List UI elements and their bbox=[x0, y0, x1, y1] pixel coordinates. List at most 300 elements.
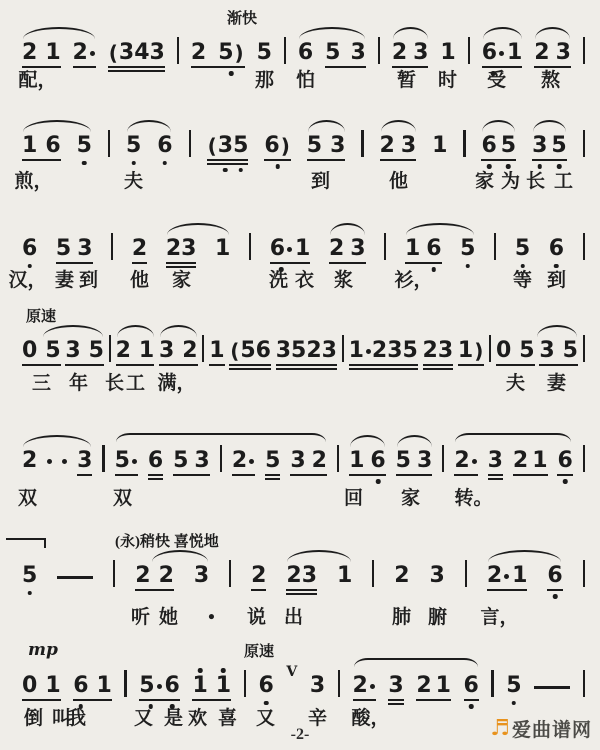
note-group bbox=[298, 42, 313, 64]
note-unit bbox=[488, 450, 503, 472]
barline bbox=[583, 445, 585, 472]
beam-underline bbox=[229, 368, 271, 370]
low-octave-dot bbox=[487, 164, 492, 169]
slur bbox=[393, 27, 428, 39]
note-unit bbox=[306, 340, 321, 362]
note-unit bbox=[264, 135, 290, 157]
beam-underline bbox=[232, 474, 255, 476]
note-unit bbox=[22, 42, 37, 64]
note-group bbox=[392, 42, 429, 64]
note-group bbox=[506, 675, 521, 697]
note-unit bbox=[302, 565, 317, 587]
note-number: 3 bbox=[301, 563, 318, 588]
note-unit bbox=[513, 450, 528, 472]
augmentation-dot bbox=[132, 459, 137, 464]
note-group bbox=[22, 450, 37, 472]
barline bbox=[583, 560, 585, 587]
system-line-4 bbox=[22, 309, 585, 394]
note-unit bbox=[256, 340, 271, 362]
beam-underline bbox=[73, 699, 112, 701]
augmentation-dot bbox=[90, 51, 95, 56]
barline bbox=[338, 670, 340, 697]
music-note-icon: ♬ bbox=[490, 715, 510, 741]
note-unit bbox=[310, 675, 325, 697]
lyric-syllable: 受 bbox=[486, 70, 507, 91]
note-number: 6 bbox=[258, 673, 274, 698]
slur bbox=[488, 550, 561, 562]
note-group bbox=[488, 450, 503, 472]
note-unit bbox=[458, 340, 484, 362]
lyric-syllable: 衫， bbox=[394, 270, 433, 291]
note-number: 2 bbox=[115, 338, 131, 363]
lyric-syllable: 家 bbox=[171, 270, 192, 291]
note-unit bbox=[506, 675, 521, 697]
note-unit bbox=[430, 565, 445, 587]
note-number: 3 bbox=[539, 338, 555, 363]
note-number: 5 bbox=[506, 673, 522, 698]
note-group bbox=[286, 565, 317, 587]
note-unit bbox=[417, 450, 432, 472]
note-number: 2 bbox=[251, 563, 267, 588]
lyrics-row bbox=[22, 607, 585, 633]
note-unit bbox=[353, 675, 376, 697]
beam-underline bbox=[464, 699, 479, 701]
barline bbox=[361, 130, 363, 157]
beam-underline bbox=[191, 66, 245, 68]
lyric-syllable: 她 bbox=[158, 607, 179, 628]
note-number: 2 bbox=[22, 40, 38, 65]
slur bbox=[455, 433, 571, 443]
note-unit bbox=[73, 42, 96, 64]
slur bbox=[167, 223, 229, 235]
note-number: 3 bbox=[350, 40, 366, 65]
note-number: 6 bbox=[157, 133, 173, 158]
note-number: 6 bbox=[297, 40, 314, 65]
tempo-mark: 原速 bbox=[26, 309, 57, 325]
note-unit bbox=[372, 340, 387, 362]
note-unit bbox=[56, 238, 71, 260]
note-group bbox=[191, 42, 245, 64]
note-number: 2 bbox=[72, 40, 88, 65]
note-number: 0 bbox=[22, 338, 38, 363]
note-number: 5 bbox=[514, 236, 531, 261]
lyric-syllable: 我 bbox=[66, 708, 87, 729]
lyrics-row bbox=[18, 70, 585, 96]
barline bbox=[583, 335, 585, 362]
note-number: 6 bbox=[147, 448, 164, 473]
note-number: 5 bbox=[114, 448, 130, 473]
note-unit bbox=[312, 450, 327, 472]
notes-row bbox=[22, 230, 585, 260]
note-group bbox=[458, 340, 484, 362]
note-number: 3 bbox=[413, 40, 429, 65]
note-unit bbox=[159, 340, 174, 362]
augmentation-dot bbox=[504, 574, 509, 579]
note-group bbox=[464, 675, 479, 697]
beam-underline bbox=[65, 364, 104, 366]
note-unit bbox=[532, 450, 547, 472]
note-number: 6 bbox=[164, 673, 180, 698]
beam-underline bbox=[487, 589, 528, 591]
note-unit bbox=[388, 675, 403, 697]
note-number: 5 bbox=[519, 338, 535, 363]
barline bbox=[465, 560, 467, 587]
low-octave-dot bbox=[27, 264, 32, 269]
note-unit bbox=[135, 565, 150, 587]
beam-underline bbox=[392, 66, 429, 68]
note-number: 6 bbox=[264, 133, 280, 158]
lyric-syllable: 煎， bbox=[14, 171, 53, 192]
slur bbox=[350, 435, 385, 447]
low-octave-dot bbox=[264, 701, 269, 706]
note-number: 5 bbox=[551, 133, 567, 158]
note-unit bbox=[392, 42, 407, 64]
note-number: 2 bbox=[328, 236, 345, 261]
note-group bbox=[310, 675, 325, 697]
low-octave-dot bbox=[506, 164, 511, 169]
note-unit bbox=[370, 450, 385, 472]
lyric-syllable: 转。 bbox=[454, 488, 493, 509]
note-number: 6 bbox=[426, 236, 442, 261]
beam-underline bbox=[349, 364, 418, 366]
lyric-syllable: 长 bbox=[525, 171, 546, 192]
note-group bbox=[325, 42, 366, 64]
lyric-syllable: 那 bbox=[254, 70, 275, 91]
note-group bbox=[276, 340, 337, 362]
note-group bbox=[132, 238, 147, 260]
site-watermark bbox=[490, 715, 592, 742]
low-octave-dot bbox=[557, 164, 562, 169]
system-line-3 bbox=[8, 230, 585, 291]
lyric-syllable: 洗 bbox=[268, 270, 289, 291]
barline bbox=[244, 670, 246, 697]
note-group bbox=[532, 135, 567, 157]
slur bbox=[116, 433, 326, 443]
barline bbox=[384, 233, 386, 260]
beam-underline bbox=[270, 262, 311, 264]
note-unit bbox=[45, 340, 60, 362]
note-group bbox=[405, 238, 442, 260]
high-octave-dot bbox=[198, 668, 203, 673]
note-number: 2 bbox=[534, 40, 550, 65]
low-octave-dot bbox=[563, 479, 568, 484]
barline bbox=[202, 335, 204, 362]
lyric-syllable: 等 bbox=[512, 270, 533, 291]
beam-underline bbox=[496, 364, 535, 366]
beam-underline bbox=[276, 364, 337, 366]
beam-underline bbox=[353, 699, 376, 701]
note-group bbox=[73, 42, 96, 64]
note-group bbox=[257, 42, 272, 64]
lyric-syllable: 怕 bbox=[295, 70, 316, 91]
beam-underline bbox=[192, 699, 231, 701]
note-group bbox=[432, 135, 447, 157]
barline bbox=[583, 130, 585, 157]
note-group bbox=[77, 135, 92, 157]
low-octave-dot bbox=[163, 161, 168, 166]
system-line-5 bbox=[17, 442, 585, 509]
note-unit bbox=[286, 565, 301, 587]
paren-close: ) bbox=[234, 41, 244, 65]
note-number: 5 bbox=[500, 133, 517, 158]
beam-underline bbox=[307, 159, 346, 161]
note-number: 3 bbox=[555, 40, 571, 65]
note-unit bbox=[380, 135, 395, 157]
beam-underline bbox=[481, 159, 516, 161]
barline bbox=[108, 130, 110, 157]
note-unit bbox=[416, 675, 431, 697]
lyric-syllable: 工 bbox=[553, 171, 574, 192]
note-number: 1 bbox=[532, 448, 548, 473]
note-number: 3 bbox=[194, 448, 210, 473]
note-unit bbox=[209, 340, 224, 362]
note-unit bbox=[454, 450, 477, 472]
beam-underline bbox=[159, 364, 198, 366]
augmentation-dot bbox=[62, 459, 67, 464]
low-octave-dot bbox=[520, 264, 525, 269]
watermark-text: 爱曲谱网 bbox=[511, 720, 592, 741]
note-unit bbox=[192, 675, 207, 697]
lyric-syllable: 为 bbox=[500, 171, 521, 192]
beam-underline bbox=[166, 262, 197, 264]
notes-row bbox=[22, 332, 585, 362]
lyric-syllable: 配， bbox=[18, 70, 57, 91]
note-unit bbox=[191, 42, 206, 64]
note-group bbox=[22, 238, 37, 260]
lyric-syllable: 长 bbox=[104, 373, 125, 394]
note-group bbox=[258, 675, 273, 697]
note-group bbox=[251, 565, 266, 587]
note-number: 3 bbox=[429, 563, 445, 588]
lyrics-row bbox=[14, 171, 585, 197]
note-unit bbox=[181, 238, 196, 260]
slur bbox=[483, 27, 522, 39]
note-group bbox=[126, 135, 141, 157]
note-number: 5 bbox=[325, 40, 341, 65]
lyric-syllable: 腑 bbox=[427, 607, 448, 628]
lyric-syllable: 浆 bbox=[333, 270, 354, 291]
note-number: 1 bbox=[457, 338, 474, 363]
tie-continuation bbox=[6, 538, 46, 548]
note-unit bbox=[532, 135, 547, 157]
note-unit bbox=[22, 340, 37, 362]
note-number: 3 bbox=[350, 236, 366, 261]
note-unit bbox=[194, 565, 209, 587]
slur bbox=[381, 120, 416, 132]
note-number: 5 bbox=[256, 40, 272, 65]
beam-underline bbox=[482, 66, 523, 68]
note-group bbox=[232, 450, 255, 472]
lyric-syllable: 时 bbox=[437, 70, 458, 91]
note-unit bbox=[496, 340, 511, 362]
note-unit bbox=[330, 135, 345, 157]
note-group bbox=[423, 340, 454, 362]
lyric-syllable: 言， bbox=[480, 607, 519, 628]
note-unit bbox=[119, 42, 134, 64]
note-group bbox=[557, 450, 572, 472]
note-unit bbox=[291, 340, 306, 362]
note-number: 3 bbox=[275, 338, 292, 363]
slur bbox=[23, 27, 95, 39]
note-group bbox=[337, 565, 352, 587]
note-group bbox=[380, 135, 417, 157]
beam-underline bbox=[423, 364, 454, 366]
note-number: 5 bbox=[45, 338, 61, 363]
note-unit bbox=[265, 450, 280, 472]
low-octave-dot bbox=[27, 591, 32, 596]
note-number: 3 bbox=[487, 448, 503, 473]
lyric-syllable: 到 bbox=[310, 171, 331, 192]
tempo-mark: (永)稍快 喜悦地 bbox=[115, 534, 219, 550]
note-unit bbox=[218, 42, 244, 64]
beam-underline bbox=[22, 364, 61, 366]
note-unit bbox=[423, 340, 438, 362]
note-unit bbox=[139, 340, 154, 362]
beam-underline bbox=[265, 474, 280, 476]
note-unit bbox=[401, 135, 416, 157]
beam-underline bbox=[116, 364, 155, 366]
low-octave-dot bbox=[131, 161, 136, 166]
lyric-syllable: 说 bbox=[246, 607, 267, 628]
note-number: 5 bbox=[562, 338, 578, 363]
lyric-syllable: 熬 bbox=[540, 70, 561, 91]
tempo-mark: 原速 bbox=[244, 644, 275, 660]
note-group bbox=[329, 238, 366, 260]
note-group bbox=[22, 135, 61, 157]
paren-open: ( bbox=[207, 134, 217, 158]
beam-underline bbox=[488, 474, 503, 476]
note-number: 3 bbox=[181, 236, 197, 261]
barline bbox=[489, 335, 491, 362]
beam-underline bbox=[108, 66, 165, 68]
lyric-syllable: 欢 bbox=[187, 708, 208, 729]
note-number: 1 bbox=[404, 236, 421, 261]
beam-underline bbox=[207, 163, 249, 165]
note-group bbox=[515, 238, 530, 260]
lyric-syllable: 家 bbox=[400, 488, 421, 509]
note-number: 5 bbox=[291, 338, 307, 363]
note-unit bbox=[549, 238, 564, 260]
note-group bbox=[534, 42, 571, 64]
slur bbox=[537, 325, 577, 337]
note-group bbox=[394, 565, 409, 587]
note-number: 3 bbox=[437, 338, 454, 363]
lyric-syllable: 喜 bbox=[217, 708, 238, 729]
note-unit bbox=[557, 450, 572, 472]
lyric-syllable: 叫 bbox=[51, 708, 72, 729]
note-number: 6 bbox=[269, 236, 286, 261]
note-group bbox=[270, 238, 311, 260]
beam-underline bbox=[534, 66, 571, 68]
note-number: 5 bbox=[22, 563, 38, 588]
beam-underline bbox=[454, 474, 477, 476]
lyric-syllable: 暂 bbox=[396, 70, 417, 91]
notes-row bbox=[22, 664, 585, 698]
note-unit bbox=[45, 135, 60, 157]
paren-close: ) bbox=[474, 339, 484, 363]
lyric-syllable: 双 bbox=[112, 488, 133, 509]
note-number: 2 bbox=[306, 338, 322, 363]
note-unit bbox=[512, 565, 527, 587]
barline bbox=[442, 445, 444, 472]
note-group bbox=[56, 238, 93, 260]
lyric-syllable: 双 bbox=[17, 488, 38, 509]
note-number: 3 bbox=[309, 673, 326, 698]
note-group bbox=[207, 135, 249, 157]
beam-underline bbox=[135, 589, 174, 591]
slur bbox=[535, 27, 570, 39]
note-number: 1 bbox=[45, 673, 61, 698]
note-unit bbox=[22, 450, 37, 472]
barline bbox=[583, 670, 585, 697]
note-number: 1 bbox=[432, 133, 448, 158]
lyric-syllable: 肺 bbox=[391, 607, 412, 628]
augmentation-dot bbox=[370, 684, 375, 689]
note-unit bbox=[251, 565, 266, 587]
note-unit bbox=[394, 565, 409, 587]
note-unit bbox=[232, 450, 255, 472]
note-group bbox=[349, 340, 418, 362]
slur bbox=[330, 223, 365, 235]
paren-open: ( bbox=[108, 41, 118, 65]
augmentation-dot bbox=[47, 459, 52, 464]
note-number: 1 bbox=[138, 338, 155, 363]
note-unit bbox=[148, 450, 163, 472]
beam-underline bbox=[325, 66, 366, 68]
note-unit bbox=[539, 340, 554, 362]
note-unit bbox=[218, 135, 233, 157]
note-unit bbox=[89, 340, 104, 362]
note-number: 1 bbox=[295, 236, 311, 261]
lyric-syllable: 倒 bbox=[23, 708, 44, 729]
beam-underline bbox=[173, 474, 210, 476]
note-number: 5 bbox=[240, 338, 256, 363]
note-unit bbox=[482, 42, 505, 64]
lyric-syllable: • bbox=[208, 607, 215, 628]
note-number: 3 bbox=[321, 338, 337, 363]
note-number: 5 bbox=[55, 236, 72, 261]
lyric-syllable: 夫 bbox=[505, 373, 526, 394]
beam-underline bbox=[416, 699, 451, 701]
note-unit bbox=[481, 135, 496, 157]
slur bbox=[299, 27, 365, 39]
note-unit bbox=[165, 675, 180, 697]
note-number: 5 bbox=[402, 338, 418, 363]
augmentation-dot bbox=[249, 459, 254, 464]
note-unit bbox=[298, 42, 313, 64]
note-number: 5 bbox=[306, 133, 323, 158]
system-line-7 bbox=[22, 640, 585, 729]
beam-underline bbox=[56, 262, 93, 264]
beam-underline bbox=[148, 474, 163, 476]
beam-underline bbox=[539, 364, 578, 366]
note-group bbox=[192, 675, 231, 697]
lyric-syllable: 三 bbox=[31, 373, 52, 394]
beam-underline bbox=[148, 478, 163, 480]
note-number: 2 bbox=[422, 338, 438, 363]
note-number: 1 bbox=[209, 338, 225, 363]
tempo-mark: 渐快 bbox=[227, 11, 258, 27]
note-unit bbox=[349, 340, 372, 362]
note-group bbox=[108, 42, 165, 64]
barline bbox=[468, 37, 470, 64]
page-number: -2- bbox=[290, 726, 310, 743]
beam-underline bbox=[276, 368, 337, 370]
note-unit bbox=[551, 135, 566, 157]
note-group bbox=[513, 450, 548, 472]
beam-underline bbox=[264, 159, 290, 161]
beam-underline bbox=[209, 364, 224, 366]
